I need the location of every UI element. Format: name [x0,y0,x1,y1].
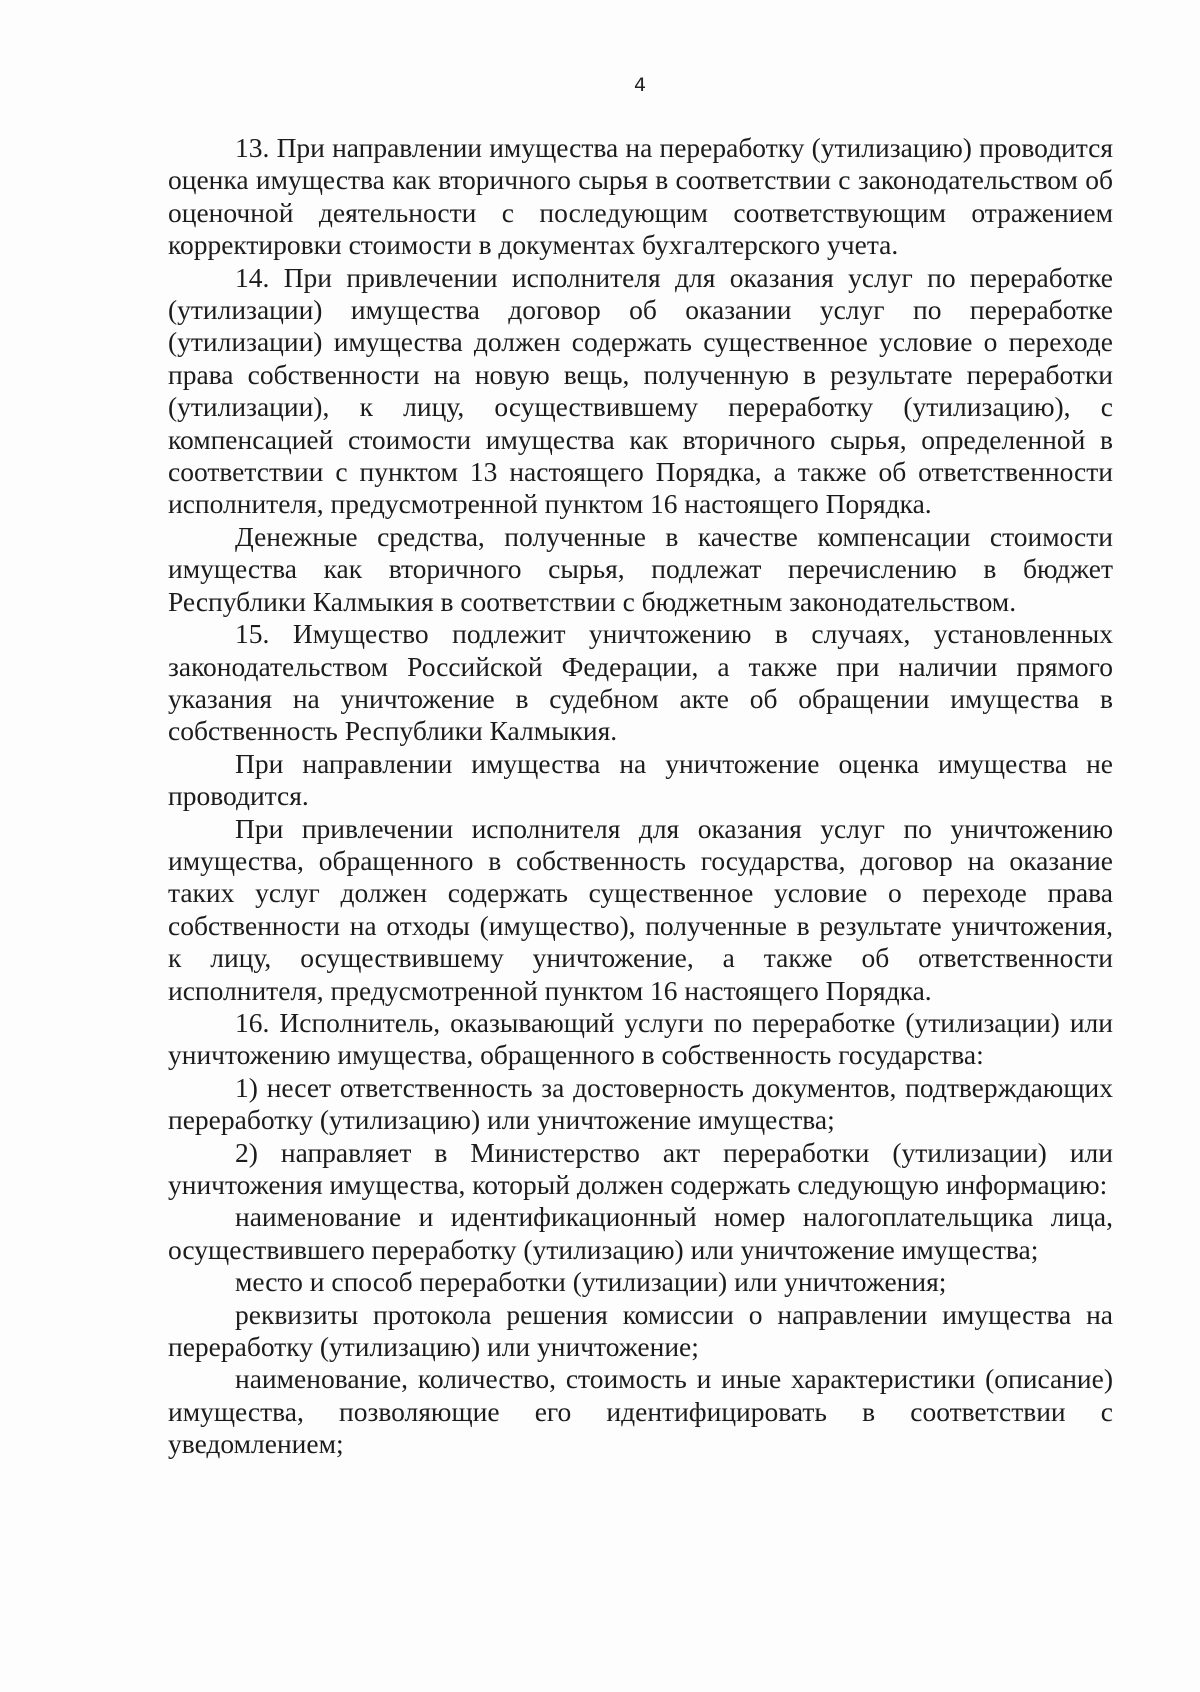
paragraph-15: 15. Имущество подлежит уничтожению в случаях, установленных законодательством Российской Федерации, а также при наличии прямого указания на уничтожение в судебном акте об обращении имущества в собственность Республики Калмыкия. [168,618,1113,747]
paragraph-destruction-contract: При привлечении исполнителя для оказания услуг по уничтожению имущества, обращенного в собственность государства, договор на оказание таких услуг должен содержать существенное условие о переходе права собственности на отходы (имущество), полученные в результате уничтожения, к лицу, осуществившему уничтожение, а также об ответственности исполнителя, предусмотренной пунктом 16 настоящего Порядка. [168,812,1113,1006]
paragraph-16-item-1: 1) несет ответственность за достоверность документов, подтверждающих переработку (утилизацию) или уничтожение имущества; [168,1071,1113,1136]
paragraph-info-name-inn: наименование и идентификационный номер налогоплательщика лица, осуществившего переработку (утилизацию) или уничтожение имущества; [168,1201,1113,1265]
paragraph-16: 16. Исполнитель, оказывающий услуги по переработке (утилизации) или уничтожению имущества, обращенного в собственность государства: [168,1006,1113,1071]
paragraph-14: 14. При привлечении исполнителя для оказания услуг по переработке (утилизации) имущества договор об оказании услуг по переработке (утилизации) имущества должен содержать существенное условие о переходе права собственности на новую вещь, полученную в результате переработки (утилизации), к лицу, осуществившему переработку (утилизацию), с компенсацией стоимости имущества как вторичного сырья, определенной в соответствии с пунктом 13 настоящего Порядка, а также об ответственности исполнителя, предусмотренной пунктом 16 настоящего Порядка. [168,261,1113,520]
paragraph-13: 13. При направлении имущества на переработку (утилизацию) проводится оценка имущества как вторичного сырья в соответствии с законодательством об оценочной деятельности с последующим соответствующим отражением корректировки стоимости в документах бухгалтерского учета. [168,132,1113,261]
paragraph-info-description: наименование, количество, стоимость и иные характеристики (описание) имущества, позволяющие его идентифицировать в соответствии с уведомлением; [168,1363,1113,1460]
paragraph-info-protocol: реквизиты протокола решения комиссии о направлении имущества на переработку (утилизацию) или уничтожение; [168,1298,1113,1363]
paragraph-16-item-2: 2) направляет в Министерство акт переработки (утилизации) или уничтожения имущества, который должен содержать следующую информацию: [168,1136,1113,1200]
document-body [168,132,1113,1461]
paragraph-compensation-funds: Денежные средства, полученные в качестве компенсации стоимости имущества как вторичного сырья, подлежат перечислению в бюджет Республики Калмыкия в соответствии с бюджетным законодательством. [168,520,1113,617]
page-number: 4 [633,74,647,96]
paragraph-no-valuation: При направлении имущества на уничтожение оценка имущества не проводится. [168,747,1113,812]
paragraph-info-place-method: место и способ переработки (утилизации) или уничтожения; [235,1266,947,1298]
